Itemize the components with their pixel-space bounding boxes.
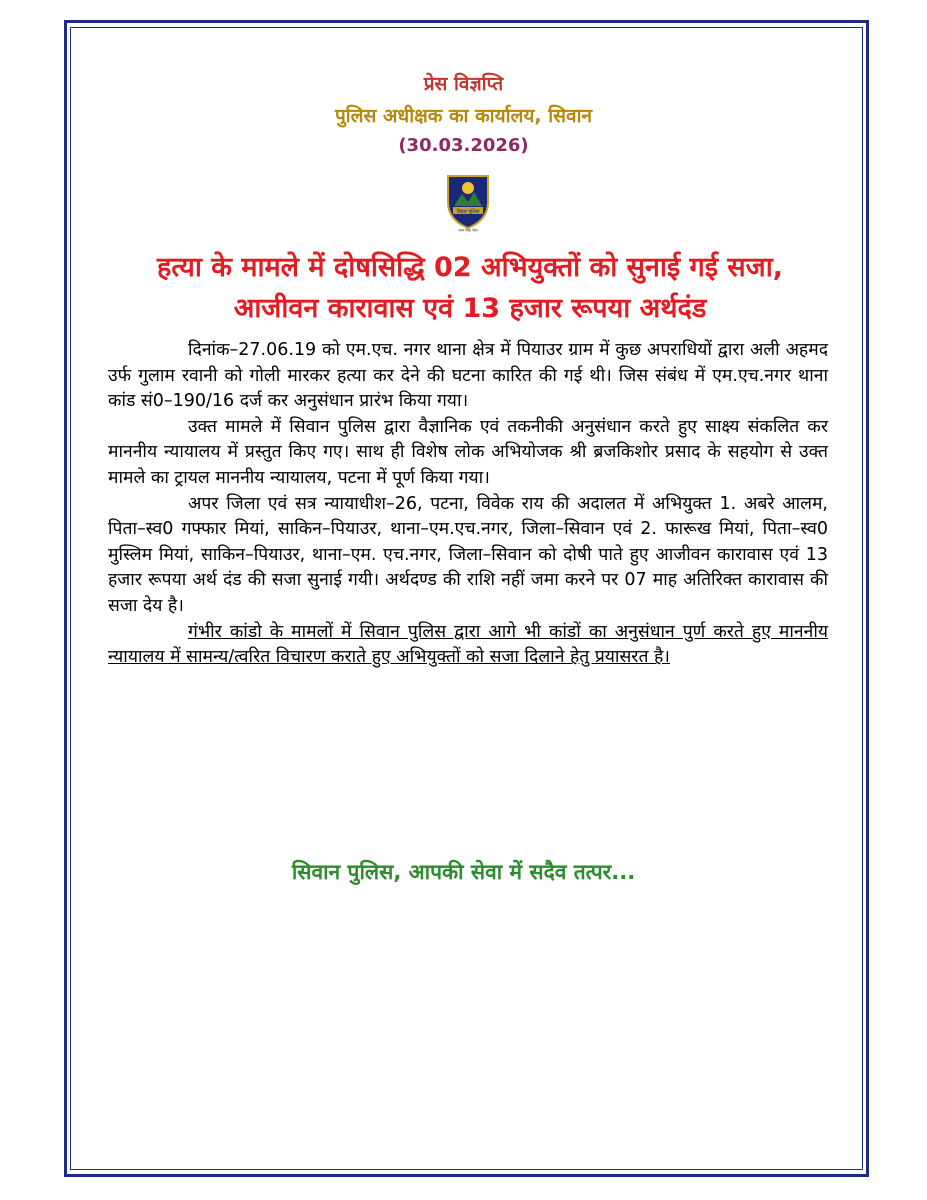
headline — [90, 247, 850, 329]
body-paragraph-2: उक्त मामले में सिवान पुलिस द्वारा वैज्ञानिक एवं तकनीकी अनुसंधान करते हुए साक्ष्य संकलित कर माननीय न्यायालय में प्रस्तुत किए गए। साथ ही विशेष लोक अभियोजक श्री ब्रजकिशोर प्रसाद के सहयोग से उक्त मामले का ट्रायल माननीय न्यायालय, पटना में पूर्ण किया गया। — [108, 416, 828, 488]
emblem-motto: सत्य निष्ठा सेवा — [458, 228, 478, 232]
office-name: पुलिस अधीक्षक का कार्यालय, सिवान — [334, 105, 593, 127]
police-tagline: सिवान पुलिस, आपकी सेवा में सदैव तत्पर... — [291, 860, 636, 884]
body-paragraph-4-text: गंभीर कांडो के मामलों में सिवान पुलिस द्वारा आगे भी कांडों का अनुसंधान पुर्ण करते हुए माननीय न्यायालय में सामन्य/त्वरित विचारण कराते हुए अभियुक्तों को सजा दिलाने हेतु प्रयासरत है। — [108, 621, 828, 668]
emblem-text: बिहार पुलिस — [456, 209, 480, 215]
release-body — [108, 338, 828, 671]
body-paragraph-1: दिनांक–27.06.19 को एम.एच. नगर थाना क्षेत्र में पियाउर ग्राम में कुछ अपराधियों द्वारा अली अहमद उर्फ गुलाम रवानी को गोली मारकर हत्या कर देने की घटना कारित की गई थी। जिस संबंध में एम.एच.नगर थाना कांड सं0–190/16 दर्ज कर अनुसंधान प्रारंभ किया गया। — [108, 340, 828, 412]
headline-line-2: आजीवन कारावास एवं 13 हजार रूपया अर्थदंड — [233, 293, 707, 324]
headline-line-1: हत्या के मामले में दोषसिद्धि 02 अभियुक्तों को सुनाई गई सजा, — [157, 252, 783, 283]
release-date: (30.03.2026) — [398, 135, 529, 156]
press-release-title: प्रेस विज्ञप्ति — [423, 73, 504, 95]
bihar-police-emblem-icon — [444, 172, 492, 232]
body-paragraph-3: अपर जिला एवं सत्र न्यायाधीश–26, पटना, विवेक राय की अदालत में अभियुक्त 1. अबरे आलम, पिता–स्व0 गफ्फार मियां, साकिन–पियाउर, थाना–एम.एच.नगर, जिला–सिवान एवं 2. फारूख मियां, पिता–स्व0 मुस्लिम मियां, साकिन–पियाउर, थाना–एम. एच.नगर, जिला–सिवान को दोषी पाते हुए आजीवन कारावास एवं 13 हजार रूपया अर्थ दंड की सजा सुनाई गयी। अर्थदण्ड की राशि नहीं जमा करने पर 07 माह अतिरिक्त कारावास की सजा देय है। — [108, 493, 828, 616]
body-paragraph-4 — [108, 620, 828, 671]
